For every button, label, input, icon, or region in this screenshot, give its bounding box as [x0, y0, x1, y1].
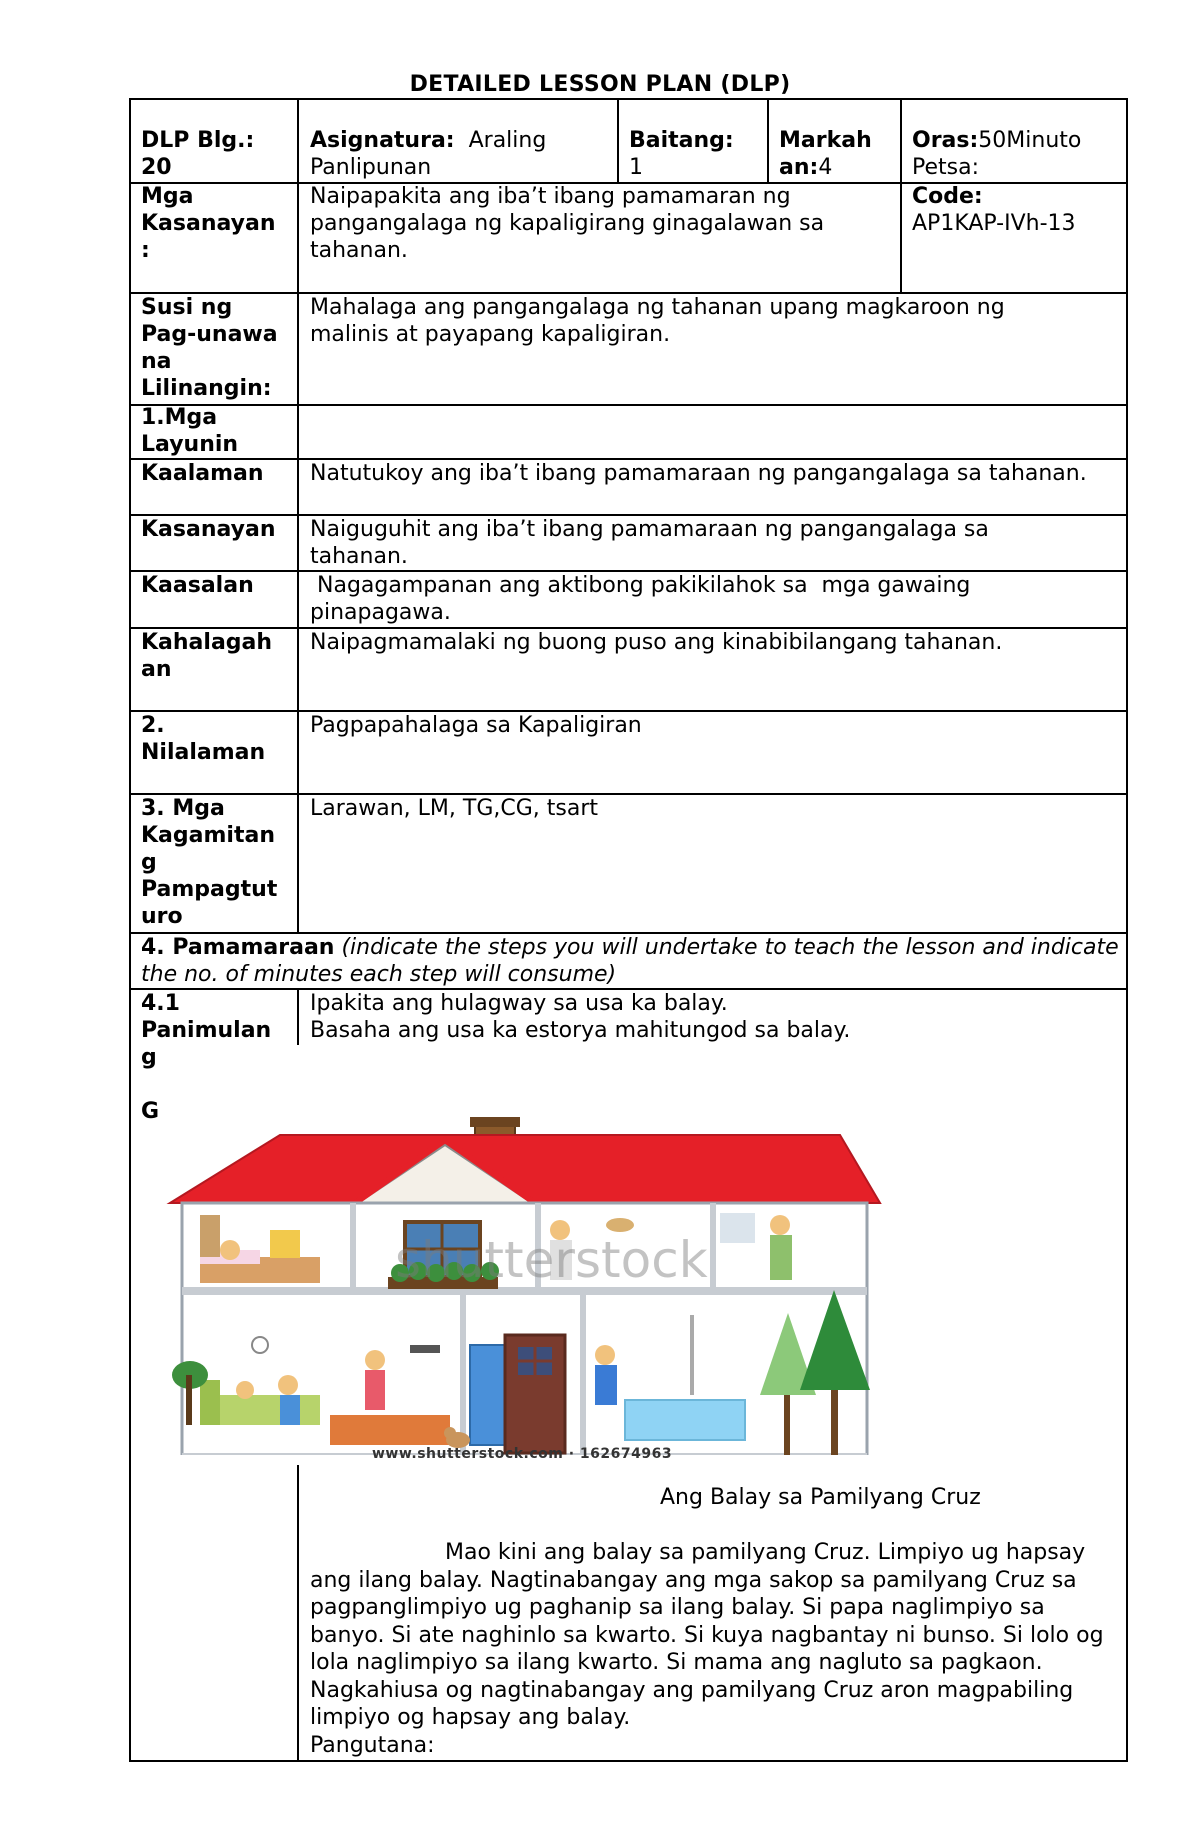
- susi-label: [141, 294, 278, 402]
- kaasalan-label: Kaasalan: [141, 573, 254, 598]
- col-divider: [297, 98, 299, 932]
- markahan-label: Markah: [779, 128, 872, 153]
- kagamitan-label: [141, 795, 277, 930]
- kagamitan-label-line: Kagamitan: [141, 823, 275, 848]
- susi-text: Mahalaga ang pangangalaga ng tahanan upang magkaroon ng malinis at payapang kapaligiran.: [310, 295, 1005, 347]
- kaalaman-label: Kaalaman: [141, 461, 264, 486]
- petsa-label: Petsa:: [912, 155, 979, 180]
- oras: [912, 127, 1081, 154]
- oras-label: Oras:: [912, 128, 979, 153]
- layunin-label: [141, 404, 238, 458]
- house-illustration: [160, 1045, 940, 1455]
- kagamitan-label-line: uro: [141, 904, 183, 929]
- image-watermark: www.shutterstock.com · 162674963: [372, 1446, 673, 1462]
- image-overlay: shutterstock: [395, 1231, 708, 1289]
- pamamaraan-label: 4. Pamamaraan: [141, 935, 335, 960]
- code-value: AP1KAP-IVh-13: [912, 211, 1076, 236]
- pamamaraan-note: (indicate the steps you will undertake to teach the lesson and indicate the no. of minutes each step will consume): [141, 935, 1119, 987]
- asignatura-value-2: Panlipunan: [310, 155, 432, 180]
- kaalaman-text: Natutukoy ang iba’t ibang pamamaraan ng pangangalaga sa tahanan.: [310, 461, 1087, 486]
- markahan-label-2: an:: [779, 155, 819, 180]
- table-border: [129, 1760, 1128, 1762]
- susi-label-line: Lilinangin:: [141, 376, 272, 401]
- col-divider: [297, 988, 299, 1046]
- markahan: [779, 154, 832, 181]
- layunin-label-line: 1.Mga: [141, 405, 218, 430]
- story-paragraph: Mao kini ang balay sa pamilyang Cruz. Limpiyo ug hapsay ang ilang balay. Nagtinabangay ang mga sakop sa pamilyang Cruz sa pagpanglimpiyo ug paghanip sa ilang balay. Si papa naglimpiyo sa banyo. Si ate naghinlo sa kwarto. Si kuya nagbantay ni bunso. Si lolo og lola naglimpiyo sa ilang kwarto. Si mama ang nagluto sa pagkaon. Nagkahiusa og nagtinabangay ang pamilyang Cruz aron magpabiling limpiyo og hapsay ang balay.: [310, 1540, 1104, 1730]
- kasanayan2-label: Kasanayan: [141, 517, 276, 542]
- code-label: Code:: [912, 184, 983, 209]
- col-divider: [617, 98, 619, 182]
- kahalagahan-label: [141, 629, 272, 683]
- nilalaman-text: Pagpapahalaga sa Kapaligiran: [310, 713, 642, 738]
- nilalaman-label-line: Nilalaman: [141, 740, 266, 765]
- nilalaman-label-line: 2.: [141, 713, 165, 738]
- layunin-label-line: Layunin: [141, 432, 239, 457]
- row-divider: [129, 793, 1128, 795]
- kasanayan-label-line: Mga: [141, 184, 194, 209]
- kasanayan-label: [141, 183, 276, 264]
- table-border: [1126, 98, 1128, 1762]
- susi-label-line: na: [141, 349, 172, 374]
- panimulang-label-line: G: [141, 1099, 160, 1124]
- dlp-label: DLP Blg.:: [141, 128, 255, 153]
- susi-label-line: Susi ng: [141, 295, 233, 320]
- nilalaman-label: [141, 712, 265, 766]
- kagamitan-text: Larawan, LM, TG,CG, tsart: [310, 796, 599, 821]
- panimulang-label-line: Panimulan: [141, 1018, 272, 1043]
- kasanayan-label-line: Kasanayan: [141, 211, 276, 236]
- kasanayan2-text: Naiguguhit ang iba’t ibang pamamaraan ng pangangalaga sa tahanan.: [310, 517, 989, 569]
- kasanayan-text: Naipapakita ang iba’t ibang pamamaran ng pangangalaga ng kapaligirang ginagalawan sa tahanan.: [310, 184, 825, 263]
- kagamitan-label-line: g: [141, 850, 157, 875]
- story-title: Ang Balay sa Pamilyang Cruz: [660, 1485, 981, 1510]
- baitang-value: 1: [629, 155, 643, 180]
- dlp-value: 20: [141, 155, 172, 180]
- table-border: [129, 98, 131, 1762]
- panimulang-line-1: Ipakita ang hulagway sa usa ka balay.: [310, 991, 728, 1016]
- baitang-label: Baitang:: [629, 128, 734, 153]
- col-divider: [900, 98, 902, 292]
- col-divider: [767, 98, 769, 182]
- story-body: [310, 1539, 1110, 1759]
- kagamitan-label-line: 3. Mga: [141, 796, 225, 821]
- kagamitan-label-line: Pampagtut: [141, 877, 278, 902]
- kahalagahan-label-line: Kahalagah: [141, 630, 273, 655]
- panimulang-line-2: Basaha ang usa ka estorya mahitungod sa balay.: [310, 1018, 851, 1043]
- kasanayan-label-line: :: [141, 238, 150, 263]
- story-question: Pangutana:: [310, 1732, 435, 1758]
- susi-label-line: Pag-unawa: [141, 322, 278, 347]
- panimulang-label-line: g: [141, 1045, 157, 1070]
- asignatura-label: Asignatura:: [310, 128, 455, 153]
- asignatura-value: Araling: [468, 128, 547, 153]
- kahalagahan-text: Naipagmamalaki ng buong puso ang kinabibilangang tahanan.: [310, 630, 1003, 655]
- asignatura: [310, 127, 546, 154]
- markahan-value: 4: [818, 155, 833, 180]
- panimulang-label-line: 4.1: [141, 991, 180, 1016]
- pamamaraan: [141, 934, 1121, 988]
- kaasalan-text: Nagagampanan ang aktibong pakikilahok sa mga gawaing pinapagawa.: [310, 573, 978, 625]
- row-divider: [129, 404, 1128, 406]
- table-border: [129, 98, 1128, 100]
- col-divider: [297, 1465, 299, 1762]
- oras-value: 50Minuto: [978, 128, 1082, 153]
- page-title: DETAILED LESSON PLAN (DLP): [409, 72, 791, 97]
- kahalagahan-label-line: an: [141, 657, 172, 682]
